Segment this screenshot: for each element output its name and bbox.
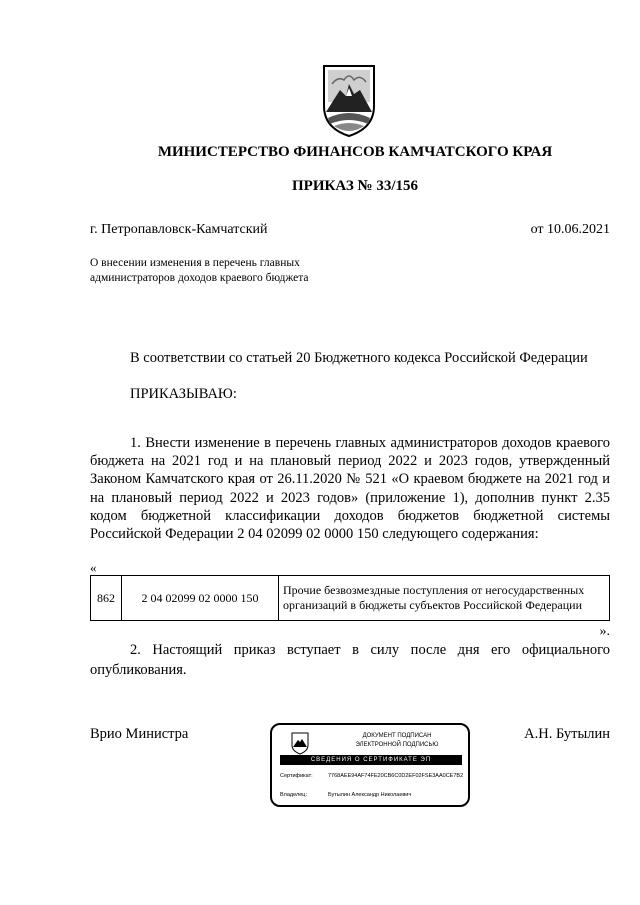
stamp-line-2: ЭЛЕКТРОННОЙ ПОДПИСЬЮ [355,742,439,748]
kbk-cell: 2 04 02099 02 0000 150 [122,576,279,621]
ministry-title: МИНИСТЕРСТВО ФИНАНСОВ КАМЧАТСКОГО КРАЯ [157,144,553,160]
admin-code-cell: 862 [91,576,122,621]
quote-close: ». [599,624,610,639]
order-subject: О внесении изменения в перечень главных администраторов доходов краевого бюджета [90,257,309,284]
city: г. Петропавловск-Камчатский [90,222,268,237]
signer-name: А.Н. Бутылин [524,726,610,742]
stamp-emblem-icon [290,731,310,755]
budget-code-table [90,575,610,621]
quote-open: « [90,560,97,575]
owner-label: Владелец: [280,792,307,798]
stamp-line-1: ДОКУМЕНТ ПОДПИСАН [362,733,432,739]
cert-value: 7768AEE94AF74FE20CB6C0D2EF02FSE3AA0CE7B2 [328,773,464,779]
paragraph-item-1: 1. Внести изменение в перечень главных администраторов доходов краевого бюджета на 2021 год и на плановый период 2022 и 2023 годов, утвержденный Законом Камчатского края от 26.11.2020 № 521 «О краевом бюджете на 2021 год и на плановый период 2022 и 2023 годов» (приложение 1), дополнив пункт 2.35 кодом бюджетной классификации доходов бюджетов бюджетной системы Российской Федерации 2 04 02099 02 0000 150 следующего содержания: [90,435,610,543]
table-row [91,576,610,621]
cert-label: Сертификат: [280,773,313,779]
description-cell: Прочие безвозмездные поступления от негосударственных организаций в бюджеты субъектов Российской Федерации [279,576,610,621]
paragraph-item-2: 2. Настоящий приказ вступает в силу после дня его официального опубликования. [90,642,610,678]
coat-of-arms-icon [318,62,380,138]
stamp-cert-header: СВЕДЕНИЯ О СЕРТИФИКАТЕ ЭП [280,755,462,765]
signer-title: Врио Министра [90,726,189,742]
electronic-signature-stamp [270,723,470,807]
decree-word: ПРИКАЗЫВАЮ: [130,386,237,402]
legal-basis: В соответствии со статьей 20 Бюджетного кодекса Российской Федерации [130,350,588,366]
owner-value: Бутылин Александр Николаевич [328,792,412,798]
order-date: от 10.06.2021 [530,222,610,237]
order-title: ПРИКАЗ № 33/156 [292,178,418,194]
